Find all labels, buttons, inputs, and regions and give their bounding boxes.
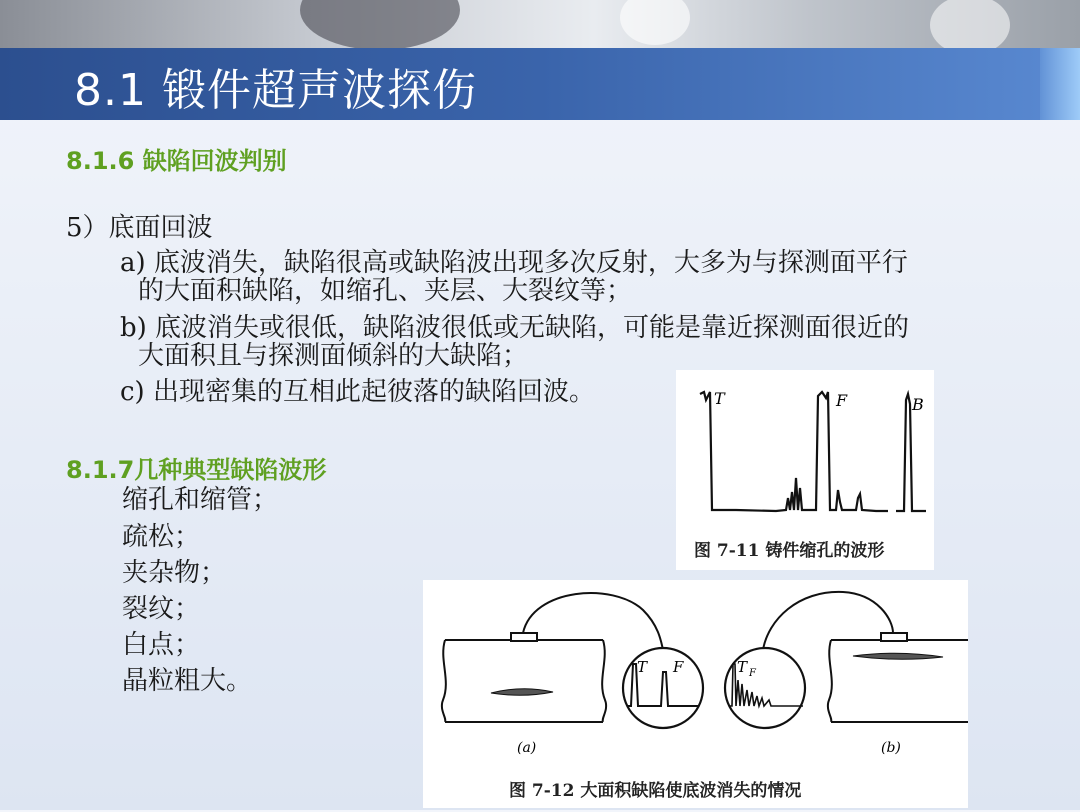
header-background-photo — [0, 0, 1080, 50]
item-b-line1: b) 底波消失或很低，缺陷波很低或无缺陷，可能是靠近探测面很近的 — [120, 313, 910, 343]
label-b: B — [912, 395, 924, 414]
bottom-echo-label: 5）底面回波 — [66, 213, 213, 243]
label-t: T — [714, 389, 725, 408]
defect-type-item: 裂纹； — [122, 594, 201, 624]
page-title: 8.1 锻件超声波探伤 — [74, 65, 477, 116]
screen-b — [725, 648, 805, 728]
item-c-line1: c) 出现密集的互相此起彼落的缺陷回波。 — [120, 377, 595, 407]
screen-a — [623, 648, 703, 728]
defect-type-item: 夹杂物； — [122, 558, 227, 588]
item-a-line1: a) 底波消失，缺陷很高或缺陷波出现多次反射，大多为与探测面平行 — [120, 248, 908, 278]
defect-type-item: 缩孔和缩管； — [122, 485, 279, 515]
specimen-a — [442, 633, 606, 722]
figure2-caption: 图 7-12 大面积缺陷使底波消失的情况 — [509, 781, 802, 801]
item-b-line2: 大面积且与探测面倾斜的大缺陷； — [138, 341, 529, 371]
item-a-line2: 的大面积缺陷，如缩孔、夹层、大裂纹等； — [138, 276, 633, 306]
defect-diagram — [423, 580, 968, 808]
specimen-b — [828, 633, 968, 722]
figure-casting-shrinkage-waveform — [676, 370, 896, 570]
defect-type-item: 晶粒粗大。 — [122, 666, 253, 696]
label-f: F — [836, 391, 848, 410]
waveform-b-peak — [896, 370, 934, 570]
label-tf: T — [737, 658, 748, 676]
section-heading-defect-echo: 8.1.6 缺陷回波判别 — [66, 147, 287, 175]
defect-type-item: 疏松； — [122, 522, 201, 552]
sub-label-b: (b) — [881, 740, 901, 756]
figure-large-area-defect — [423, 580, 968, 808]
defect-type-item: 白点； — [122, 630, 201, 660]
section-heading-typical-waveforms: 8.1.7几种典型缺陷波形 — [66, 456, 327, 484]
sub-label-a: (a) — [517, 740, 537, 756]
label-tf-sub: F — [749, 668, 756, 679]
label-t: T — [637, 658, 648, 676]
figure1-caption: 图 7-11 铸件缩孔的波形 — [694, 541, 885, 561]
title-bar-accent — [1040, 48, 1080, 120]
figure1-right-extension — [896, 370, 934, 570]
label-f: F — [673, 658, 684, 676]
